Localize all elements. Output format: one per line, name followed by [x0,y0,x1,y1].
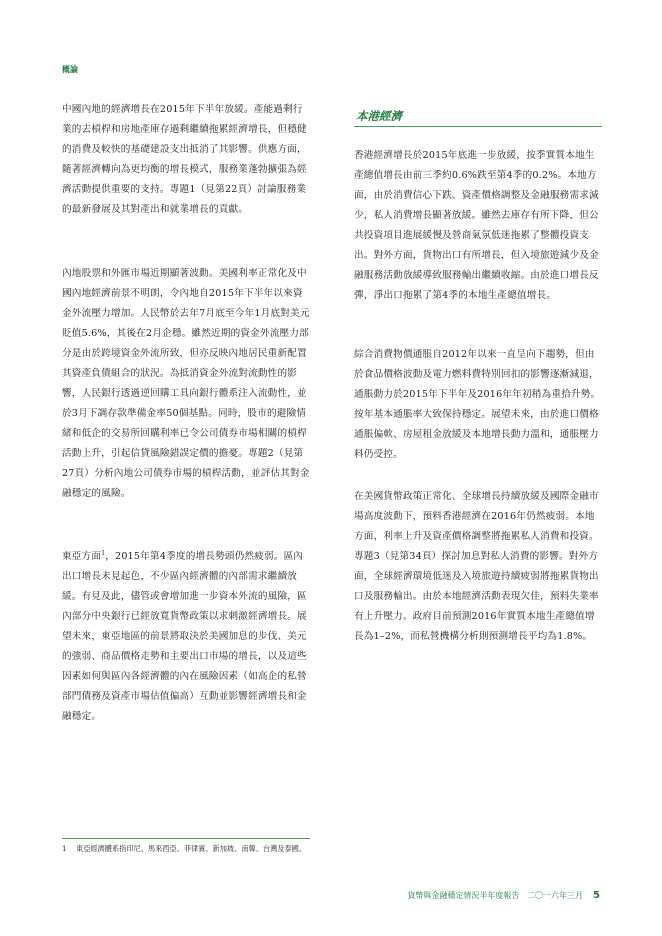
section-tag: 概論 [62,65,78,74]
page-footer [407,890,600,901]
footnote-mark: 1 [62,844,67,853]
footnote-reference[interactable]: 1 [101,549,106,557]
right-paragraph-2: 綜合消費物價通脹自2012年以來一直呈向下趨勢，但由於食品價格波動及電力燃料費特別回扣的影響逐漸減退，通脹動力於2015年下半年及2016年年初稍為重拾升勢。按年基本通脹率大致保持穩定。展望未來，由於進口價格通脹偏軟、房屋租金放緩及本地增長動力溫和，通脹壓力料仍受控。 [354,349,601,460]
footer-report-title: 貨幣與金融穩定情況半年度報告 [407,891,520,900]
east-asia-lead: 東亞方面 [62,551,102,562]
footnote-text: 東亞經濟體系指印尼、馬來西亞、菲律賓、新加坡、南韓、台灣及泰國。 [76,844,307,853]
footnote [62,843,310,854]
east-asia-body: ，2015年第4季度的增長勢頭仍然疲弱。區內出口增長未見起色，不少區內經濟體的內部需求繼續放緩。有見及此，儘管或會增加進一步資本外流的風險，區內部分中央銀行已經放寬貨幣政策以求刺激經濟增長。展望未來，東亞地區的前景將取決於美國加息的步伐、美元的強弱、商品價格走勢和主要出口市場的增長，以及這些因素如何與區內各經濟體的內在風險因素（如高企的私營部門債務及資產市場估值偏高）互動並影響經濟增長和金融穩定。 [62,551,307,722]
section-title-hk-economy: 本港經濟 [356,109,402,123]
right-paragraph-3: 在美國貨幣政策正常化、全球增長持續放緩及國際金融市場高度波動下，預料香港經濟在2016年仍然疲弱。本地方面，利率上升及資產價格調整將拖累私人消費和投資。專題3（見第34頁）探討加息對私人消費的影響。對外方面，全球經濟環境低迷及入境旅遊持續疲弱將拖累貨物出口及服務輸出。由於本地經濟活動表現欠佳，預料失業率有上升壓力。政府目前預測2016年實質本地生產總值增長為1–2%，而私營機構分析則預測增長平均為1.8%。 [354,491,599,642]
left-paragraph-2: 內地股票和外匯市場近期顯著波動。美國利率正常化及中國內地經濟前景不明朗，令內地自2015年下半年以來資金外流壓力增加。人民幣於去年7月底至今年1月底對美元貶值5.6%，其後在2月企穩。雖然近期的資金外流壓力部分是由於跨境資金外流所致，但亦反映內地居民重新配置其資產負債組合的狀況。為抵消資金外流對流動性的影響，人民銀行透過逆回購工具向銀行體系注入流動性，並於3月下調存款準備金率50個基點。同時，股市的避險情緒和低企的交易所回購利率已令公司債券市場相關的槓桿活動上升，引起信貸風險錯誤定價的擔憂。專題2（見第27頁）分析內地公司債券市場的槓桿活動，並評估其對金融穩定的風險。 [62,268,310,499]
section-title-rule [354,126,602,127]
footer-date: 二〇一六年三月 [527,891,584,900]
page-number: 5 [593,890,600,901]
right-paragraph-1: 香港經濟增長於2015年底進一步放緩，按季實質本地生產總值增長由前三季約0.6%跌至第4季的0.2%。本地方面，由於消費信心下跌、資產價格調整及金融服務需求減少，私人消費增長顯著放緩。雖然去庫存有所下降，但公共投資項目進展緩慢及營商氣氛低迷拖累了整體投資支出。對外方面，貨物出口有所增長，但入境旅遊減少及金融服務活動放緩導致服務輸出繼續收縮。由於進口增長反彈，淨出口拖累了第4季的本地生產總值增長。 [354,150,599,301]
left-paragraph-1: 中國內地的經濟增長在2015年下半年放緩。產能過剩行業的去槓桿和房地產庫存過剩繼續拖累經濟增長，但穩健的消費及較快的基礎建設支出抵消了其影響。供應方面，隨著經濟轉向為更均衡的增長模式，服務業蓬勃擴張為經濟活動提供重要的支持。專題1（見第22頁）討論服務業的最新發展及其對產出和就業增長的貢獻。 [62,104,307,215]
footnote-divider [62,838,310,839]
left-paragraph-3 [62,547,310,727]
